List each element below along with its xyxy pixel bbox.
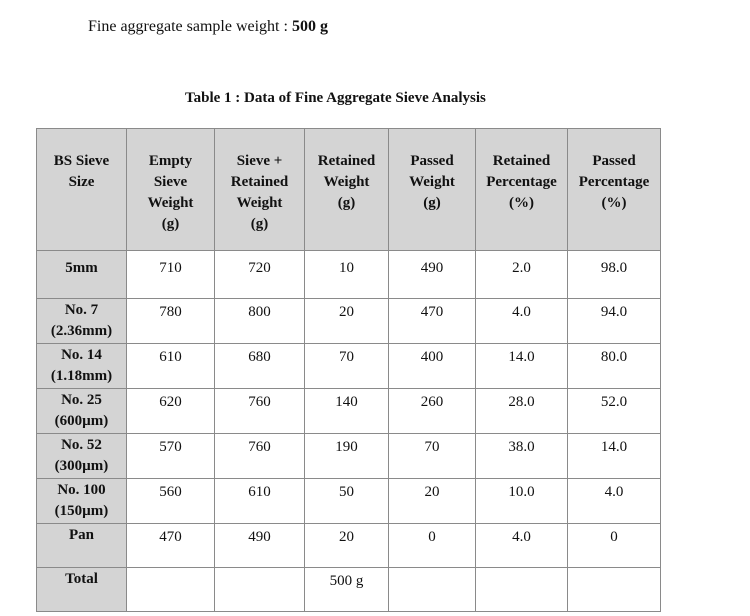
table-row [37, 251, 661, 299]
sieve-size-cell: No. 14 (1.18mm) [37, 344, 127, 389]
passed-weight-cell: 470 [389, 299, 476, 344]
table-row [37, 299, 661, 344]
retained-weight-cell: 10 [305, 251, 389, 299]
passed-percentage-cell: 52.0 [568, 389, 661, 434]
table-row [37, 434, 661, 479]
table-title: Table 1 : Data of Fine Aggregate Sieve Analysis [185, 90, 486, 106]
passed-percentage-cell: 4.0 [568, 479, 661, 524]
total-sieve-retained-cell [215, 568, 305, 612]
retained-percentage-cell: 14.0 [476, 344, 568, 389]
total-label-cell: Total [37, 568, 127, 612]
retained-percentage-cell: 28.0 [476, 389, 568, 434]
sieve-retained-weight-cell: 760 [215, 434, 305, 479]
passed-percentage-cell: 94.0 [568, 299, 661, 344]
retained-weight-cell: 140 [305, 389, 389, 434]
empty-weight-cell: 620 [127, 389, 215, 434]
empty-weight-cell: 780 [127, 299, 215, 344]
header-passed-percentage: Passed Percentage (%) [568, 129, 661, 251]
sample-weight-label: Fine aggregate sample weight : [88, 18, 292, 35]
sieve-size-cell: Pan [37, 524, 127, 568]
passed-percentage-cell: 80.0 [568, 344, 661, 389]
header-retained-weight: Retained Weight (g) [305, 129, 389, 251]
total-empty-cell [127, 568, 215, 612]
sample-weight-line [88, 16, 328, 38]
passed-percentage-cell: 14.0 [568, 434, 661, 479]
sieve-size-cell: 5mm [37, 251, 127, 299]
sieve-size-cell: No. 100 (150µm) [37, 479, 127, 524]
retained-weight-cell: 50 [305, 479, 389, 524]
total-passed-percentage-cell [568, 568, 661, 612]
header-empty-sieve-weight: Empty Sieve Weight (g) [127, 129, 215, 251]
sieve-analysis-table [36, 128, 661, 612]
retained-weight-cell: 190 [305, 434, 389, 479]
retained-percentage-cell: 2.0 [476, 251, 568, 299]
passed-percentage-cell: 98.0 [568, 251, 661, 299]
table-row [37, 344, 661, 389]
retained-percentage-cell: 38.0 [476, 434, 568, 479]
passed-weight-cell: 0 [389, 524, 476, 568]
retained-weight-cell: 20 [305, 524, 389, 568]
sieve-retained-weight-cell: 610 [215, 479, 305, 524]
table-row [37, 524, 661, 568]
retained-percentage-cell: 4.0 [476, 299, 568, 344]
sieve-retained-weight-cell: 800 [215, 299, 305, 344]
empty-weight-cell: 560 [127, 479, 215, 524]
passed-weight-cell: 490 [389, 251, 476, 299]
total-retained-percentage-cell [476, 568, 568, 612]
header-sieve-retained-weight: Sieve + Retained Weight (g) [215, 129, 305, 251]
header-passed-weight: Passed Weight (g) [389, 129, 476, 251]
total-retained-weight-cell: 500 g [305, 568, 389, 612]
retained-weight-cell: 70 [305, 344, 389, 389]
passed-percentage-cell: 0 [568, 524, 661, 568]
empty-weight-cell: 570 [127, 434, 215, 479]
passed-weight-cell: 20 [389, 479, 476, 524]
sieve-retained-weight-cell: 490 [215, 524, 305, 568]
table-header-row [37, 129, 661, 251]
sieve-retained-weight-cell: 680 [215, 344, 305, 389]
retained-weight-cell: 20 [305, 299, 389, 344]
sieve-retained-weight-cell: 760 [215, 389, 305, 434]
retained-percentage-cell: 4.0 [476, 524, 568, 568]
sieve-size-cell: No. 25 (600µm) [37, 389, 127, 434]
passed-weight-cell: 260 [389, 389, 476, 434]
passed-weight-cell: 400 [389, 344, 476, 389]
table-row [37, 389, 661, 434]
header-retained-percentage: Retained Percentage (%) [476, 129, 568, 251]
header-bs-sieve-size: BS Sieve Size [37, 129, 127, 251]
empty-weight-cell: 710 [127, 251, 215, 299]
empty-weight-cell: 610 [127, 344, 215, 389]
retained-percentage-cell: 10.0 [476, 479, 568, 524]
table-row [37, 479, 661, 524]
passed-weight-cell: 70 [389, 434, 476, 479]
empty-weight-cell: 470 [127, 524, 215, 568]
total-passed-cell [389, 568, 476, 612]
total-row [37, 568, 661, 612]
sieve-size-cell: No. 52 (300µm) [37, 434, 127, 479]
sieve-size-cell: No. 7 (2.36mm) [37, 299, 127, 344]
sieve-retained-weight-cell: 720 [215, 251, 305, 299]
sample-weight-value: 500 g [291, 18, 328, 35]
